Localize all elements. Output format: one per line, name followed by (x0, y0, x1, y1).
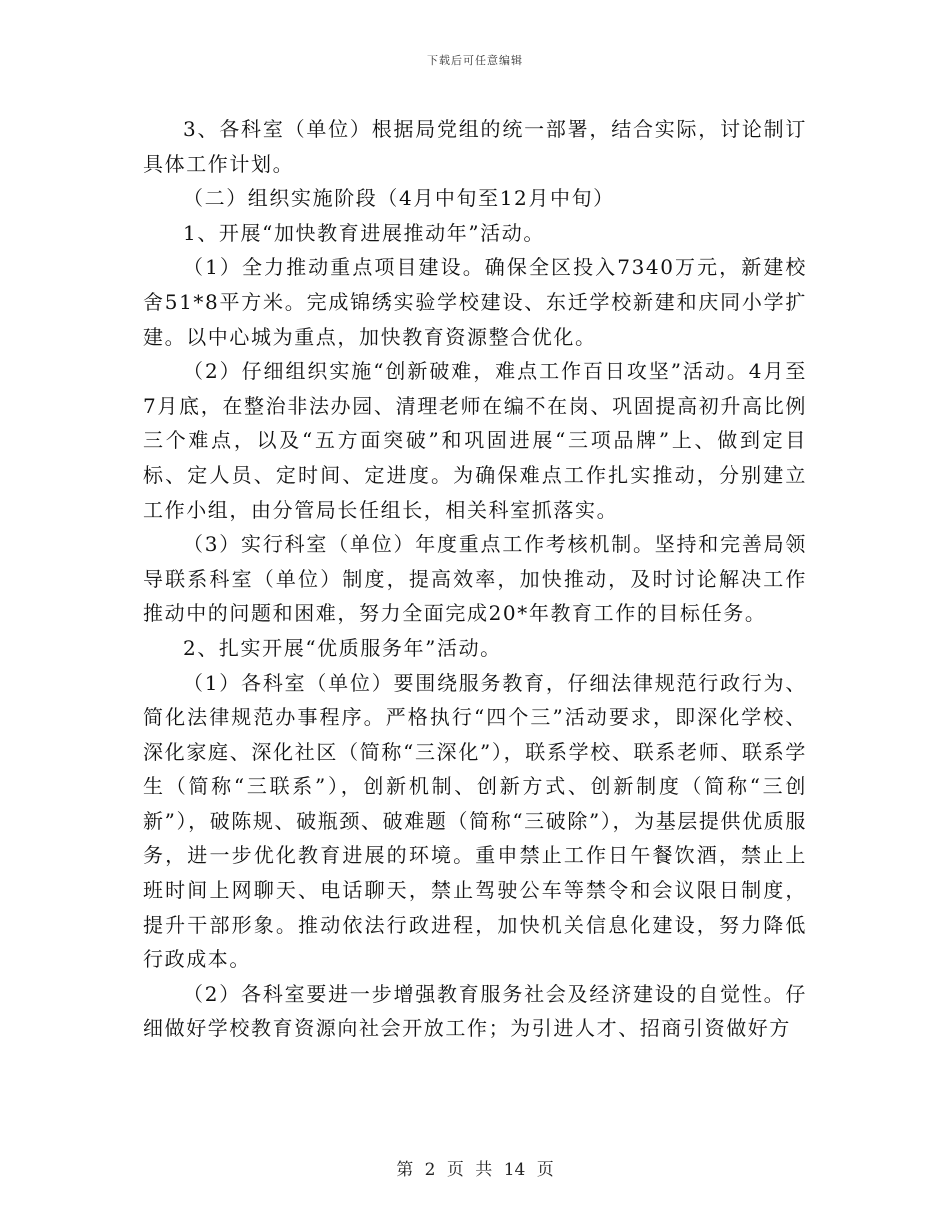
paragraph: 1、开展“加快教育进展推动年”活动。 (183, 220, 545, 245)
paragraph: （2）仔细组织实施“创新破难，难点工作百日攻坚”活动。4月至7月底，在整治非法办园、清理老师在编不在岗、巩固提高初升高比例三个难点，以及“五方面突破”和巩固进展“三项品牌”上、做到定目标、定人员、定时间、定进度。为确保难点工作扎实推动，分别建立工作小组，由分管局长任组长，相关科室抓落实。 (143, 359, 807, 522)
paragraph: （3）实行科室（单位）年度重点工作考核机制。坚持和完善局领导联系科室（单位）制度，提高效率，加快推动，及时讨论解决工作推动中的问题和困难，努力全面完成20*年教育工作的目标任务。 (143, 532, 807, 626)
paragraph: （1）全力推动重点项目建设。确保全区投入7340万元，新建校舍51*8平方米。完成锦绣实验学校建设、东迁学校新建和庆同小学扩建。以中心城为重点，加快教育资源整合优化。 (143, 255, 807, 349)
section-heading: （二）组织实施阶段（4月中旬至12月中旬） (183, 186, 615, 211)
paragraph: 3、各科室（单位）根据局党组的统一部署，结合实际，讨论制订具体工作计划。 (143, 117, 807, 176)
page-number: 第 2 页 共 14 页 (396, 1160, 554, 1180)
page-header-note: 下载后可任意编辑 (427, 54, 523, 67)
paragraph: 2、扎实开展“优质服务年”活动。 (183, 635, 502, 660)
paragraph: （2）各科室要进一步增强教育服务社会及经济建设的自觉性。仔细做好学校教育资源向社会开放工作；为引进人才、招商引资做好方 (143, 981, 807, 1041)
paragraph: （1）各科室（单位）要围绕服务教育，仔细法律规范行政行为、简化法律规范办事程序。严格执行“四个三”活动要求，即深化学校、深化家庭、深化社区（简称“三深化”），联系学校、联系老师、联系学生（简称“三联系”），创新机制、创新方式、创新制度（简称“三创新”），破陈规、破瓶颈、破难题（简称“三破除”），为基层提供优质服务，进一步优化教育进展的环境。重申禁止工作日午餐饮酒，禁止上班时间上网聊天、电话聊天，禁止驾驶公车等禁令和会议限日制度，提升干部形象。推动依法行政进程，加快机关信息化建设，努力降低行政成本。 (143, 670, 807, 972)
document-body (143, 112, 807, 1046)
